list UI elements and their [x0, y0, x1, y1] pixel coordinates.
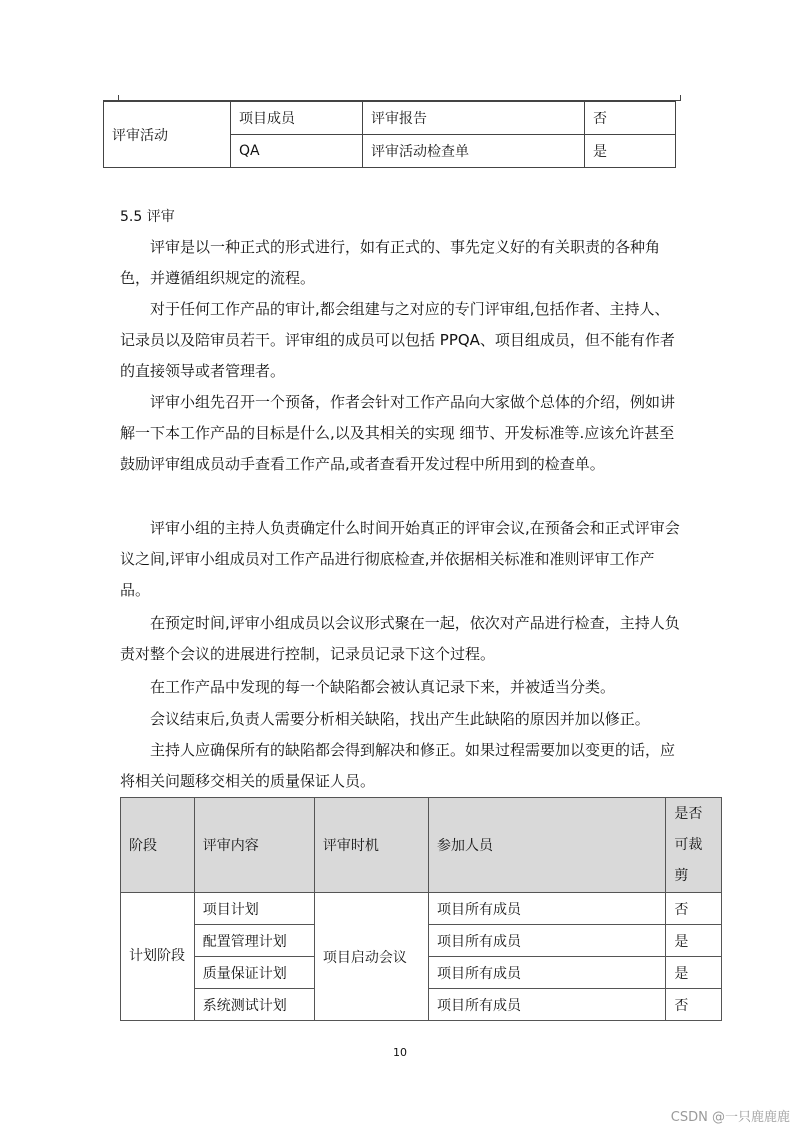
watermark: CSDN @一只鹿鹿鹿	[670, 1110, 790, 1125]
cell-tailorable: 是	[666, 925, 722, 957]
paragraph: 会议结束后,负责人需要分析相关缺陷，找出产生此缺陷的原因并加以修正。	[150, 710, 650, 728]
cell-people: 项目所有成员	[429, 957, 666, 989]
cell-people: 项目所有成员	[429, 893, 666, 925]
header-tailorable-line: 可裁	[674, 836, 703, 853]
top-table-role: 项目成员	[231, 102, 363, 135]
cell-people: 项目所有成员	[429, 925, 666, 957]
top-table-tailorable: 是	[585, 135, 676, 168]
cell-tailorable: 否	[666, 893, 722, 925]
header-tailorable	[666, 798, 722, 893]
top-table-doc: 评审报告	[363, 102, 585, 135]
paragraph: 评审小组的主持人负责确定什么时间开始真正的评审会议,在预备会和正式评审会议之间,评审小组成员对工作产品进行彻底检查,并依据相关标准和准则评审工作产品。	[120, 519, 680, 599]
cell-people: 项目所有成员	[429, 989, 666, 1021]
cell-content: 项目计划	[194, 893, 314, 925]
top-table	[103, 101, 676, 168]
header-tailorable-line: 是否	[674, 805, 703, 822]
paragraph: 主持人应确保所有的缺陷都会得到解决和修正。如果过程需要加以变更的话，应将相关问题移交相关的质量保证人员。	[120, 741, 676, 790]
cell-content: 系统测试计划	[194, 989, 314, 1021]
paragraph: 对于任何工作产品的审计,都会组建与之对应的专门评审组,包括作者、主持人、记录员以及陪审员若干。评审组的成员可以包括 PPQA、项目组成员，但不能有作者的直接领导或者管理者。	[120, 300, 675, 380]
top-table-doc: 评审活动检查单	[363, 135, 585, 168]
top-table-tailorable: 否	[585, 102, 676, 135]
header-people: 参加人员	[429, 798, 666, 893]
paragraph: 在工作产品中发现的每一个缺陷都会被认真记录下来，并被适当分类。	[150, 678, 616, 696]
header-content: 评审内容	[194, 798, 314, 893]
review-table	[120, 797, 722, 1021]
table-row	[121, 893, 722, 925]
paragraph: 评审小组先召开一个预备，作者会针对工作产品向大家做个总体的介绍，例如讲解一下本工作产品的目标是什么,以及其相关的实现 细节、开发标准等.应该允许甚至鼓励评审组成员动手查看工作产品,或者查看开发过程中所用到的检查单。	[120, 393, 676, 473]
cell-timing: 项目启动会议	[314, 893, 428, 1021]
paragraph: 评审是以一种正式的形式进行，如有正式的、事先定义好的有关职责的各种角色，并遵循组织规定的流程。	[120, 238, 661, 287]
header-phase: 阶段	[121, 798, 195, 893]
cell-tailorable: 是	[666, 957, 722, 989]
header-tailorable-line: 剪	[674, 867, 689, 884]
cell-content: 质量保证计划	[194, 957, 314, 989]
top-table-activity: 评审活动	[104, 102, 231, 168]
paragraph: 在预定时间,评审小组成员以会议形式聚在一起，依次对产品进行检查，主持人负责对整个会议的进展进行控制，记录员记录下这个过程。	[120, 614, 680, 663]
top-table-tick	[680, 95, 681, 101]
cell-phase: 计划阶段	[121, 893, 195, 1021]
cell-tailorable: 否	[666, 989, 722, 1021]
header-timing: 评审时机	[314, 798, 428, 893]
cell-content: 配置管理计划	[194, 925, 314, 957]
top-table-role: QA	[231, 135, 363, 168]
page-number: 10	[393, 1046, 407, 1059]
section-heading: 5.5 评审	[120, 209, 175, 225]
